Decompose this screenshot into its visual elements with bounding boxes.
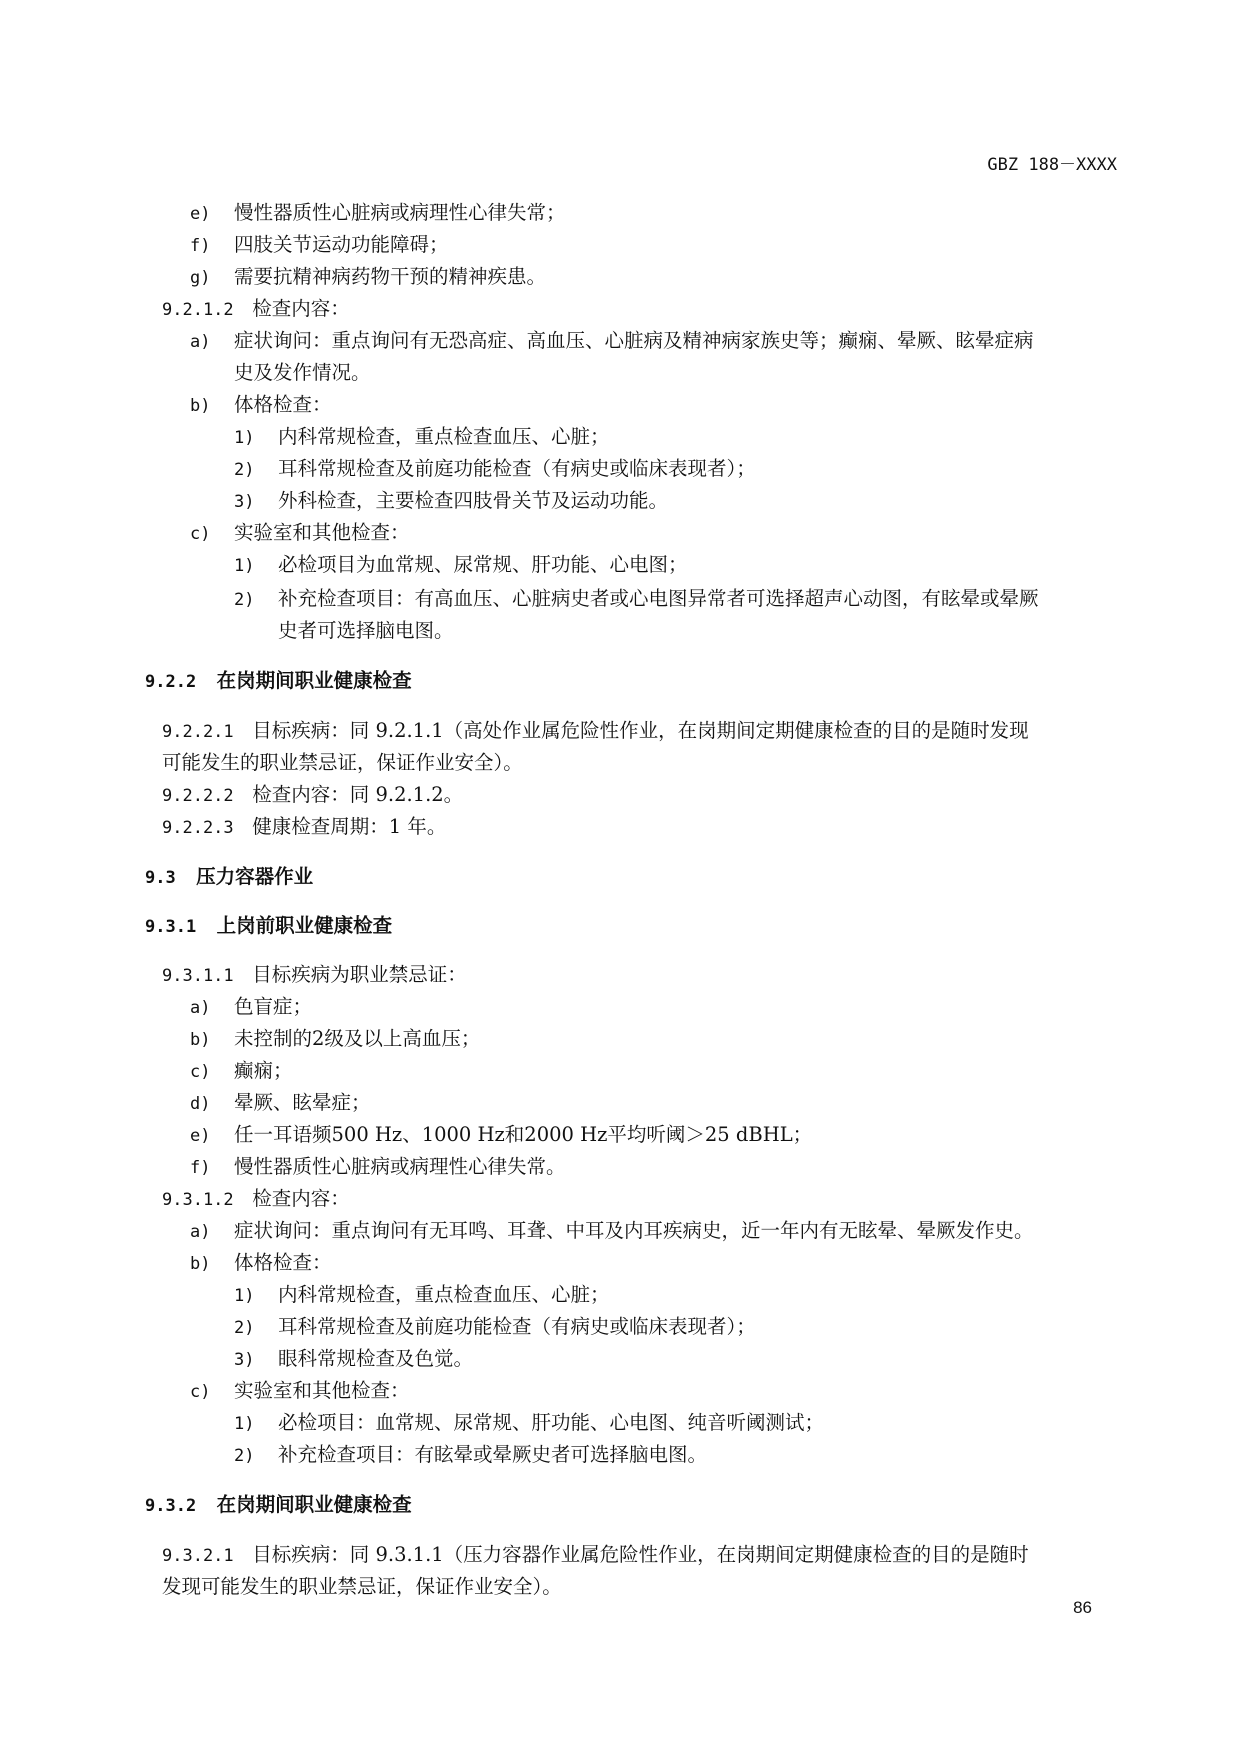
list-item: b) 体格检查： — [190, 1251, 332, 1274]
clause: 9.2.2.1 目标疾病：同 9.2.1.1（高处作业属危险性作业，在岗期间定期健康检查的目的是随时发现 — [162, 719, 1029, 742]
section-heading: 9.3.2 在岗期间职业健康检查 — [145, 1493, 412, 1516]
continuation-line: 史者可选择脑电图。 — [278, 619, 454, 642]
clause: 9.3.1.2 检查内容： — [162, 1187, 350, 1210]
page-number: 86 — [1073, 1598, 1092, 1617]
section-heading: 9.3 压力容器作业 — [145, 865, 314, 888]
section-heading: 9.2.2 在岗期间职业健康检查 — [145, 669, 412, 692]
sub-item: 3) 外科检查，主要检查四肢骨关节及运动功能。 — [234, 489, 669, 512]
list-item: c) 实验室和其他检查： — [190, 1379, 410, 1402]
sub-item: 1) 内科常规检查，重点检查血压、心脏； — [234, 425, 610, 448]
sub-item: 1) 必检项目为血常规、尿常规、肝功能、心电图； — [234, 553, 688, 576]
continuation-line: 发现可能发生的职业禁忌证，保证作业安全）。 — [162, 1575, 562, 1598]
clause: 9.3.1.1 目标疾病为职业禁忌证： — [162, 963, 467, 986]
continuation-line: 史及发作情况。 — [234, 361, 371, 384]
list-item: d) 晕厥、眩晕症； — [190, 1091, 371, 1114]
list-item: c) 癫痫； — [190, 1059, 293, 1082]
list-item: e) 任一耳语频500 Hz、1000 Hz和2000 Hz平均听阈＞25 dBHL； — [190, 1123, 813, 1146]
list-item: a) 色盲症； — [190, 995, 313, 1018]
list-item: a) 症状询问：重点询问有无耳鸣、耳聋、中耳及内耳疾病史，近一年内有无眩晕、晕厥发作史。 — [190, 1219, 1034, 1242]
sub-item: 3) 眼科常规检查及色觉。 — [234, 1347, 474, 1370]
standard-code-header: GBZ 188－XXXX — [987, 155, 1117, 175]
list-item: b) 未控制的2级及以上高血压； — [190, 1027, 481, 1050]
continuation-line: 可能发生的职业禁忌证，保证作业安全）。 — [162, 751, 523, 774]
clause: 9.2.1.2 检查内容： — [162, 297, 350, 320]
sub-item: 1) 内科常规检查，重点检查血压、心脏； — [234, 1283, 610, 1306]
section-heading: 9.3.1 上岗前职业健康检查 — [145, 914, 393, 937]
clause: 9.3.2.1 目标疾病：同 9.3.1.1（压力容器作业属危险性作业，在岗期间定期健康检查的目的是随时 — [162, 1543, 1029, 1566]
sub-item: 2) 补充检查项目：有高血压、心脏病史者或心电图异常者可选择超声心动图，有眩晕或晕厥 — [234, 587, 1039, 610]
clause: 9.2.2.3 健康检查周期：1 年。 — [162, 815, 447, 838]
list-item: f) 慢性器质性心脏病或病理性心律失常。 — [190, 1155, 566, 1178]
list-item: b) 体格检查： — [190, 393, 332, 416]
list-item: e) 慢性器质性心脏病或病理性心律失常； — [190, 201, 566, 224]
sub-item: 2) 补充检查项目：有眩晕或晕厥史者可选择脑电图。 — [234, 1443, 708, 1466]
sub-item: 2) 耳科常规检查及前庭功能检查（有病史或临床表现者）； — [234, 1315, 756, 1338]
list-item: f) 四肢关节运动功能障碍； — [190, 233, 449, 256]
sub-item: 1) 必检项目：血常规、尿常规、肝功能、心电图、纯音听阈测试； — [234, 1411, 825, 1434]
list-item: a) 症状询问：重点询问有无恐高症、高血压、心脏病及精神病家族史等；癫痫、晕厥、眩晕症病 — [190, 329, 1034, 352]
sub-item: 2) 耳科常规检查及前庭功能检查（有病史或临床表现者）； — [234, 457, 756, 480]
list-item: g) 需要抗精神病药物干预的精神疾患。 — [190, 265, 547, 288]
list-item: c) 实验室和其他检查： — [190, 521, 410, 544]
clause: 9.2.2.2 检查内容：同 9.2.1.2。 — [162, 783, 464, 806]
